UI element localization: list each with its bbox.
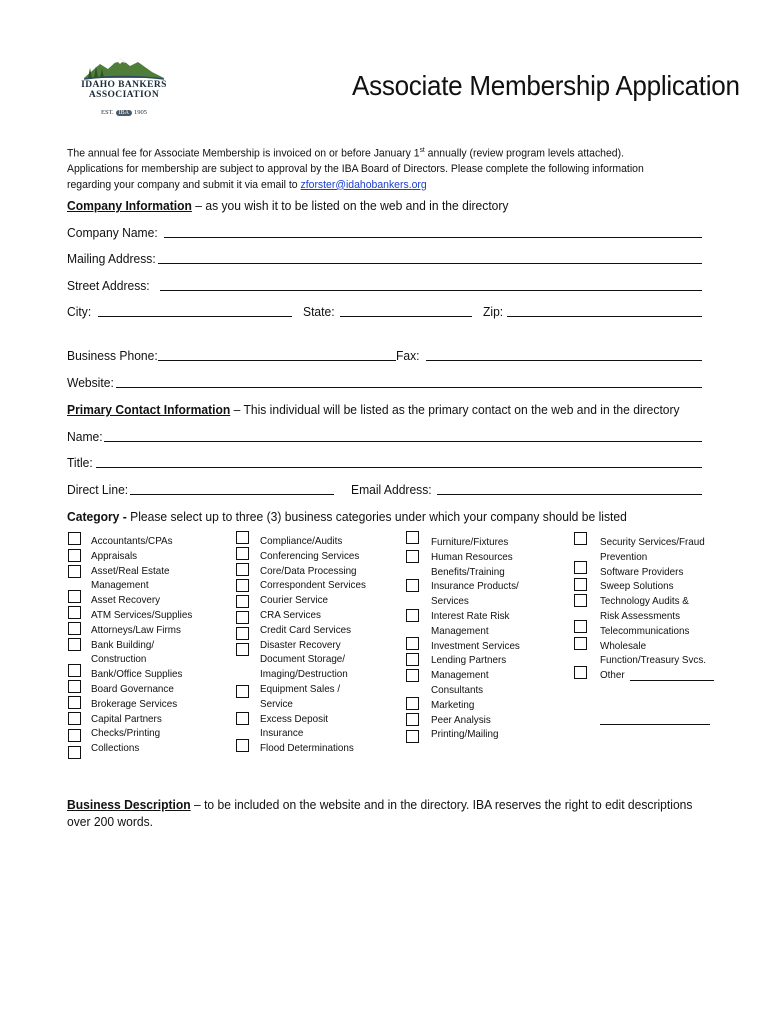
category-checkbox[interactable]: [574, 666, 587, 679]
category-checkbox[interactable]: [406, 653, 419, 666]
email-address-field[interactable]: [437, 494, 702, 495]
category-item: Interest Rate Risk: [431, 609, 510, 622]
category-item: Attorneys/Law Firms: [91, 623, 181, 636]
company-heading-label: Company Information: [67, 198, 192, 213]
category-item: Management: [91, 579, 149, 592]
category-item: ATM Services/Supplies: [91, 608, 193, 621]
category-checkbox[interactable]: [406, 697, 419, 710]
category-heading-subtitle: Please select up to three (3) business categories under which your company should be listed: [126, 509, 627, 524]
category-item: Appraisals: [91, 549, 138, 562]
category-item: Peer Analysis: [431, 713, 491, 726]
category-checkbox[interactable]: [236, 547, 249, 560]
category-item: Prevention: [600, 550, 648, 563]
mailing-address-field[interactable]: [158, 263, 702, 264]
category-item: Courier Service: [260, 594, 329, 607]
logo-established: [78, 109, 170, 116]
category-checkbox[interactable]: [574, 620, 587, 633]
category-item: Accountants/CPAs: [91, 535, 173, 547]
logo-line2: ASSOCIATION: [88, 90, 160, 100]
logo-year: 1905: [134, 109, 148, 116]
category-item: Technology Audits &: [600, 595, 689, 608]
contact-name-label: Name:: [67, 429, 103, 444]
other-category-field[interactable]: [630, 680, 714, 681]
business-description-heading: [67, 796, 718, 830]
category-checkbox[interactable]: [406, 609, 419, 622]
category-checkbox[interactable]: [406, 531, 419, 544]
website-label: Website:: [67, 375, 114, 390]
category-item: Insurance: [260, 727, 304, 740]
mountain-logo-icon: [78, 54, 170, 82]
category-checkbox[interactable]: [68, 549, 81, 562]
contact-title-field[interactable]: [96, 467, 702, 468]
category-item: Document Storage/: [260, 653, 346, 666]
email-link[interactable]: zforster@idahobankers.org: [300, 178, 427, 191]
category-item: Furniture/Fixtures: [431, 536, 509, 548]
street-address-field[interactable]: [160, 290, 702, 291]
category-item: Bank/Office Supplies: [91, 668, 183, 681]
category-item: Disaster Recovery: [260, 638, 341, 651]
category-item: Flood Determinations: [260, 742, 354, 755]
state-label: State:: [303, 304, 335, 319]
primary-contact-heading: [67, 402, 680, 417]
category-item: Marketing: [431, 698, 475, 711]
category-item: Investment Services: [431, 639, 520, 652]
category-item: Bank Building/: [91, 638, 155, 651]
intro-sup: st: [419, 147, 425, 154]
contact-name-field[interactable]: [104, 441, 702, 442]
category-item: Service: [260, 697, 293, 710]
category-item: Lending Partners: [431, 654, 507, 667]
state-field[interactable]: [340, 316, 472, 317]
category-checkbox[interactable]: [68, 729, 81, 742]
other-category-extra-field[interactable]: [600, 724, 710, 725]
category-checkbox[interactable]: [574, 532, 587, 545]
category-item: Risk Assessments: [600, 609, 681, 622]
fax-field[interactable]: [426, 360, 702, 361]
category-item: Telecommunications: [600, 624, 690, 637]
mailing-address-label: Mailing Address:: [67, 251, 156, 266]
category-item: Benefits/Training: [431, 565, 505, 578]
category-checkbox[interactable]: [236, 611, 249, 624]
category-column-1: [91, 534, 192, 756]
category-heading: [67, 509, 627, 524]
category-checkbox[interactable]: [406, 730, 419, 743]
category-checkbox[interactable]: [68, 532, 81, 545]
category-checkbox[interactable]: [236, 595, 249, 608]
email-address-label: Email Address:: [351, 482, 432, 497]
intro-paragraph: [67, 143, 675, 193]
category-checkbox[interactable]: [68, 712, 81, 725]
description-heading-label: Business Description: [67, 797, 191, 812]
category-item: Excess Deposit: [260, 712, 329, 725]
company-name-label: Company Name:: [67, 225, 158, 240]
logo-mark: IBA: [116, 110, 132, 116]
iba-logo: [78, 54, 170, 126]
category-checkbox[interactable]: [406, 550, 419, 563]
website-field[interactable]: [116, 387, 702, 388]
intro-text-b: annually (review program levels attached). Applications for membership are subject to approval by the IBA Board of Directors. Please complete the following information regarding your company and submit it via email to: [67, 147, 644, 191]
business-phone-label: Business Phone:: [67, 348, 158, 363]
category-item: Checks/Printing: [91, 727, 161, 740]
category-item: Function/Treasury Svcs.: [600, 654, 707, 667]
category-checkbox[interactable]: [68, 696, 81, 709]
category-heading-label: Category -: [67, 509, 127, 524]
category-item: Conferencing Services: [260, 549, 360, 562]
category-checkbox[interactable]: [406, 669, 419, 682]
category-checkbox[interactable]: [236, 643, 249, 656]
category-item: Services: [431, 595, 469, 608]
category-checkbox[interactable]: [68, 565, 81, 578]
business-phone-field[interactable]: [158, 360, 396, 361]
category-item: Brokerage Services: [91, 697, 178, 710]
category-item: Capital Partners: [91, 712, 162, 725]
zip-field[interactable]: [507, 316, 702, 317]
category-item: Sweep Solutions: [600, 580, 674, 593]
category-item: Management: [431, 669, 489, 682]
category-item: Human Resources: [431, 550, 513, 563]
logo-est-label: EST.: [100, 109, 114, 116]
category-item: Asset Recovery: [91, 594, 161, 607]
category-checkbox[interactable]: [236, 739, 249, 752]
description-heading-subtitle: – to be included on the website and in the directory. IBA reserves the right to edit descriptions over 200 words.: [67, 797, 693, 829]
category-checkbox[interactable]: [68, 590, 81, 603]
category-item: Board Governance: [91, 682, 174, 695]
category-item: Core/Data Processing: [260, 564, 357, 577]
category-item: Asset/Real Estate: [91, 564, 170, 577]
zip-label: Zip:: [483, 304, 504, 319]
category-checkbox[interactable]: [574, 561, 587, 574]
category-item: Other: [600, 669, 625, 682]
category-column-2: [260, 534, 366, 756]
category-item: Collections: [91, 742, 140, 755]
category-checkbox[interactable]: [406, 579, 419, 592]
intro-text-a: The annual fee for Associate Membership is invoiced on or before January 1: [67, 147, 420, 160]
street-address-label: Street Address:: [67, 278, 150, 293]
category-item: Wholesale: [600, 639, 647, 652]
page-title: Associate Membership Application: [352, 70, 740, 101]
city-label: City:: [67, 304, 92, 319]
category-item: Compliance/Audits: [260, 535, 343, 547]
company-info-heading: [67, 198, 508, 213]
contact-heading-label: Primary Contact Information: [67, 402, 231, 417]
category-checkbox[interactable]: [236, 685, 249, 698]
category-item: Imaging/Destruction: [260, 668, 348, 681]
category-checkbox[interactable]: [68, 638, 81, 651]
direct-line-label: Direct Line:: [67, 482, 129, 497]
category-column-4: [600, 535, 706, 683]
category-checkbox[interactable]: [236, 712, 249, 725]
category-item: Software Providers: [600, 565, 684, 578]
category-column-3: [431, 535, 520, 742]
company-name-field[interactable]: [164, 237, 702, 238]
category-checkbox[interactable]: [574, 594, 587, 607]
category-checkbox[interactable]: [68, 680, 81, 693]
category-item: Correspondent Services: [260, 579, 366, 592]
category-checkbox[interactable]: [68, 606, 81, 619]
category-checkbox[interactable]: [406, 637, 419, 650]
contact-heading-subtitle: – This individual will be listed as the primary contact on the web and in the directory: [230, 402, 680, 417]
category-checkbox[interactable]: [236, 627, 249, 640]
category-item: Credit Card Services: [260, 623, 352, 636]
category-checkbox[interactable]: [236, 579, 249, 592]
category-item: Construction: [91, 653, 147, 666]
logo-line1: IDAHO BANKERS: [81, 80, 167, 90]
category-item: Security Services/Fraud: [600, 536, 705, 548]
category-checkbox[interactable]: [574, 578, 587, 591]
city-field[interactable]: [98, 316, 292, 317]
category-checkbox[interactable]: [406, 713, 419, 726]
category-checkbox[interactable]: [574, 637, 587, 650]
category-checkbox[interactable]: [68, 664, 81, 677]
category-item: Management: [431, 624, 489, 637]
category-item: CRA Services: [260, 608, 321, 621]
category-checkbox[interactable]: [68, 746, 81, 759]
category-item: Printing/Mailing: [431, 728, 499, 741]
direct-line-field[interactable]: [130, 494, 334, 495]
category-item: Consultants: [431, 683, 484, 696]
category-item: Equipment Sales /: [260, 682, 341, 695]
category-item: Insurance Products/: [431, 580, 519, 593]
category-checkbox[interactable]: [236, 563, 249, 576]
fax-label: Fax:: [396, 348, 420, 363]
contact-title-label: Title:: [67, 455, 93, 470]
category-checkbox[interactable]: [68, 622, 81, 635]
category-checkbox[interactable]: [236, 531, 249, 544]
company-heading-subtitle: – as you wish it to be listed on the web and in the directory: [191, 198, 509, 213]
